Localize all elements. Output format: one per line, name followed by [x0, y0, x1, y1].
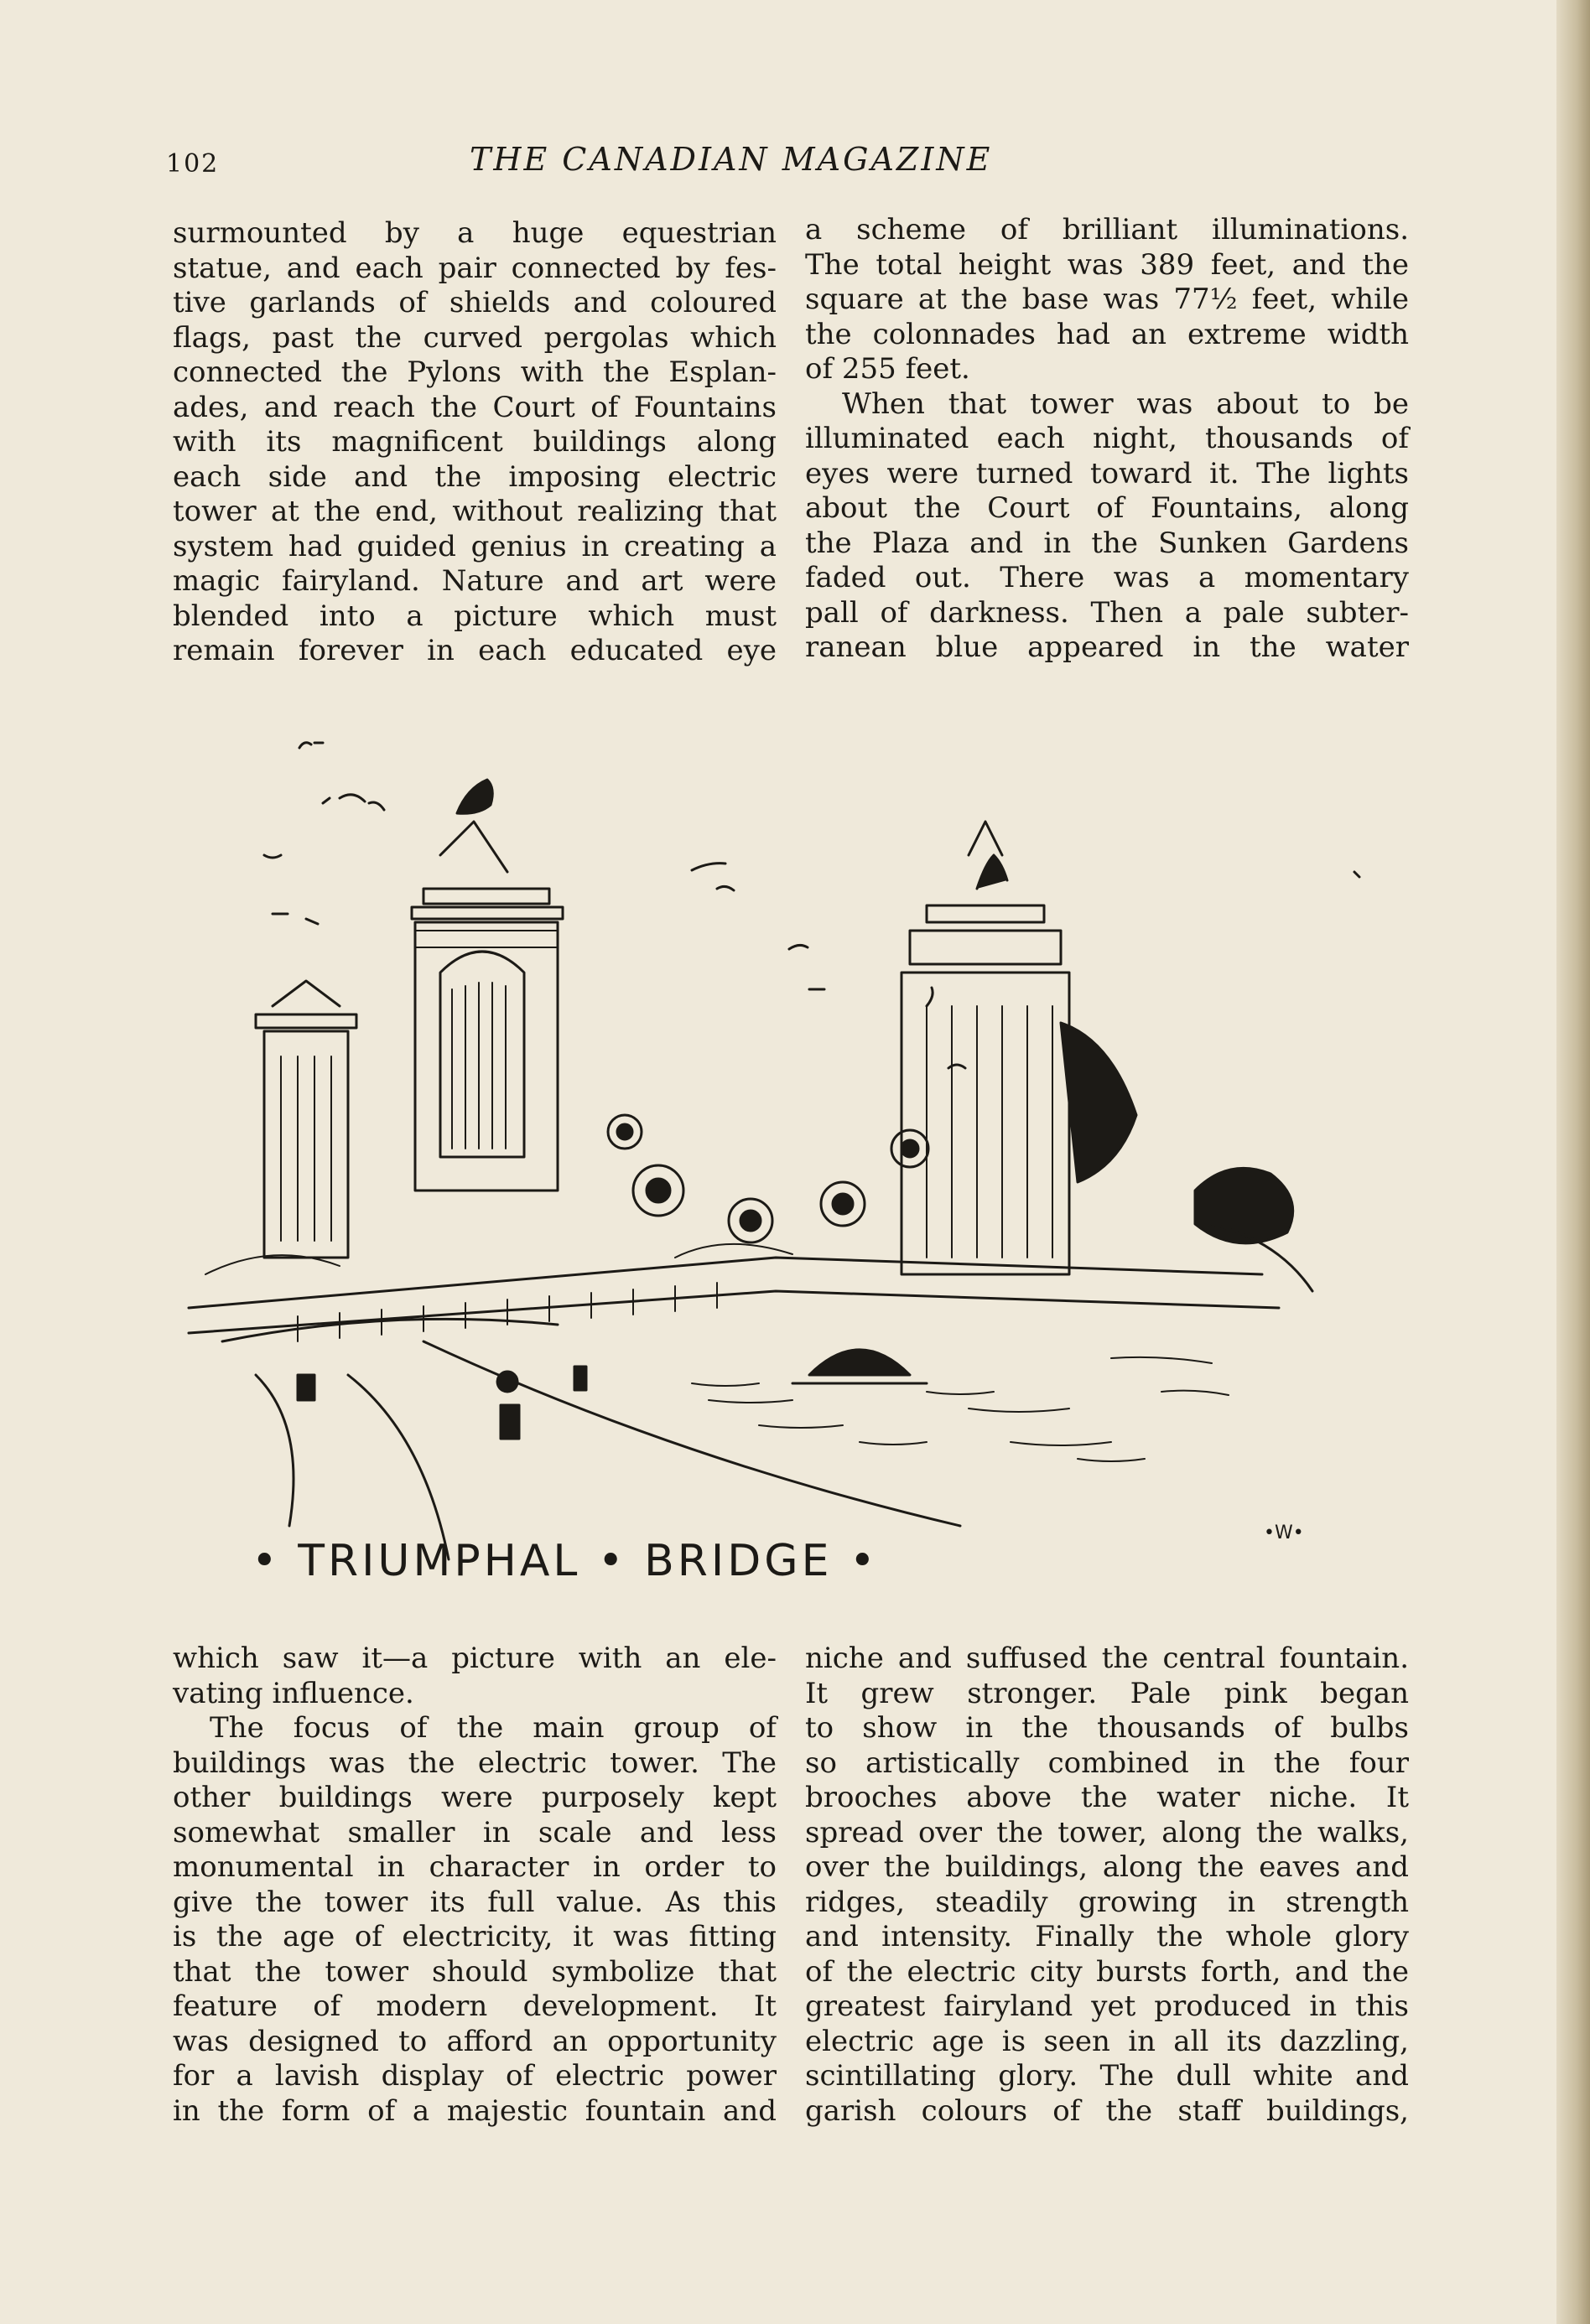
text-line: that the tower should symbolize that	[173, 1954, 777, 1989]
text-line: tive garlands of shields and coloured	[173, 286, 777, 319]
text-line: connected the Pylons with the Esplan-	[173, 355, 777, 389]
text-line: greatest fairyland yet produced in this	[805, 1989, 1409, 2023]
text-line: each side and the imposing electric	[173, 459, 777, 494]
text-line: for a lavish display of electric power	[173, 2059, 777, 2093]
text-line: somewhat smaller in scale and less	[173, 1815, 777, 1849]
text-line: brooches above the water niche. It	[805, 1781, 1409, 1814]
column-top-left	[173, 216, 777, 669]
sky-stroke	[323, 795, 384, 810]
text-line: and intensity. Finally the whole glory	[805, 1920, 1409, 1953]
text-line: of the electric city bursts forth, and the	[805, 1954, 1409, 1989]
column-bottom-left	[173, 1642, 777, 2129]
text-line: is the age of electricity, it was fitting	[173, 1920, 777, 1953]
sky-stroke	[692, 864, 734, 890]
sky-stroke	[299, 743, 323, 748]
text-line: which saw it—a picture with an ele-	[173, 1642, 777, 1675]
text-line: It grew stronger. Pale pink began	[805, 1676, 1409, 1710]
left-small-pylon	[256, 981, 356, 1258]
text-line: The total height was 389 feet, and the	[805, 247, 1409, 282]
page-edge	[1556, 0, 1590, 2324]
bridge-drawing	[172, 721, 1396, 1593]
text-line: of 255 feet.	[805, 352, 970, 386]
text-line: garish colours of the staff buildings,	[805, 2093, 1409, 2128]
paragraph	[173, 1642, 777, 1711]
illustration-triumphal-bridge	[172, 721, 1396, 1593]
text-line: niche and suffused the central fountain.	[805, 1642, 1409, 1675]
text-line: so artistically combined in the four	[805, 1746, 1409, 1780]
sky-stroke	[1354, 872, 1359, 877]
paragraph	[805, 387, 1409, 666]
text-line: blended into a picture which must	[173, 599, 777, 633]
text-line: tower at the end, without realizing that	[173, 495, 777, 528]
paragraph	[173, 216, 777, 669]
text-line: spread over the tower, along the walks,	[805, 1815, 1409, 1849]
page-number: 102	[166, 149, 220, 179]
text-line: buildings was the electric tower. The	[173, 1746, 777, 1780]
text-line: flags, past the curved pergolas which	[173, 320, 777, 355]
rosettes	[608, 1115, 928, 1242]
figures	[298, 1367, 586, 1439]
text-line: other buildings were purposely kept	[173, 1781, 777, 1814]
artist-signature: •W•	[1264, 1523, 1304, 1543]
paragraph	[173, 1711, 777, 2129]
text-line: system had guided genius in creating a	[173, 529, 777, 563]
sky-stroke	[789, 945, 824, 989]
text-line: ades, and reach the Court of Fountains	[173, 390, 777, 424]
sky-stroke	[927, 988, 965, 1068]
bridge-deck	[189, 1244, 1279, 1341]
text-line: with its magnificent buildings along	[173, 425, 777, 459]
text-line: about the Court of Fountains, along	[805, 491, 1409, 525]
bridge-arch	[792, 1350, 927, 1383]
text-line: was designed to afford an opportunity	[173, 2024, 777, 2058]
text-line: the colonnades had an extreme width	[805, 317, 1409, 351]
text-line: The focus of the main group of	[210, 1711, 777, 1745]
text-line: square at the base was 77½ feet, while	[805, 283, 1409, 316]
text-line: ridges, steadily growing in strength	[805, 1885, 1409, 1919]
text-line: statue, and each pair connected by fes-	[173, 251, 777, 285]
text-line: surmounted by a huge equestrian	[173, 216, 777, 250]
text-line: magic fairyland. Nature and art were	[173, 564, 777, 598]
text-line: give the tower its full value. As this	[173, 1885, 777, 1919]
left-pylon	[412, 780, 563, 1191]
text-line: eyes were turned toward it. The lights	[805, 456, 1409, 490]
text-line: pall of darkness. Then a pale subter-	[805, 595, 1409, 630]
running-head: THE CANADIAN MAGAZINE	[470, 141, 993, 178]
paragraph	[805, 1642, 1409, 2129]
text-line: faded out. There was a momentary	[805, 561, 1409, 594]
paragraph	[805, 213, 1409, 387]
text-line: to show in the thousands of bulbs	[805, 1711, 1409, 1745]
text-line: feature of modern development. It	[173, 1989, 777, 2023]
text-line: a scheme of brilliant illuminations.	[805, 213, 1409, 246]
right-tower	[902, 822, 1136, 1274]
text-line: the Plaza and in the Sunken Gardens	[805, 526, 1409, 560]
text-line: scintillating glory. The dull white and	[805, 2059, 1409, 2093]
text-line: remain forever in each educated eye	[173, 634, 777, 667]
text-line: in the form of a majestic fountain and	[173, 2093, 777, 2128]
text-line: When that tower was about to be	[842, 386, 1409, 421]
column-bottom-right	[805, 1642, 1409, 2129]
sky-stroke	[264, 855, 318, 924]
text-line: vating influence.	[173, 1676, 414, 1710]
text-line: electric age is seen in all its dazzling,	[805, 2024, 1409, 2058]
text-line: illuminated each night, thousands of	[805, 422, 1409, 455]
water	[692, 1357, 1229, 1461]
column-top-right	[805, 213, 1409, 666]
text-line: over the buildings, along the eaves and	[805, 1850, 1409, 1884]
text-line: monumental in character in order to	[173, 1850, 777, 1884]
figure-caption: • TRIUMPHAL • BRIDGE •	[252, 1536, 879, 1586]
text-line: ranean blue appeared in the water	[805, 630, 1409, 664]
